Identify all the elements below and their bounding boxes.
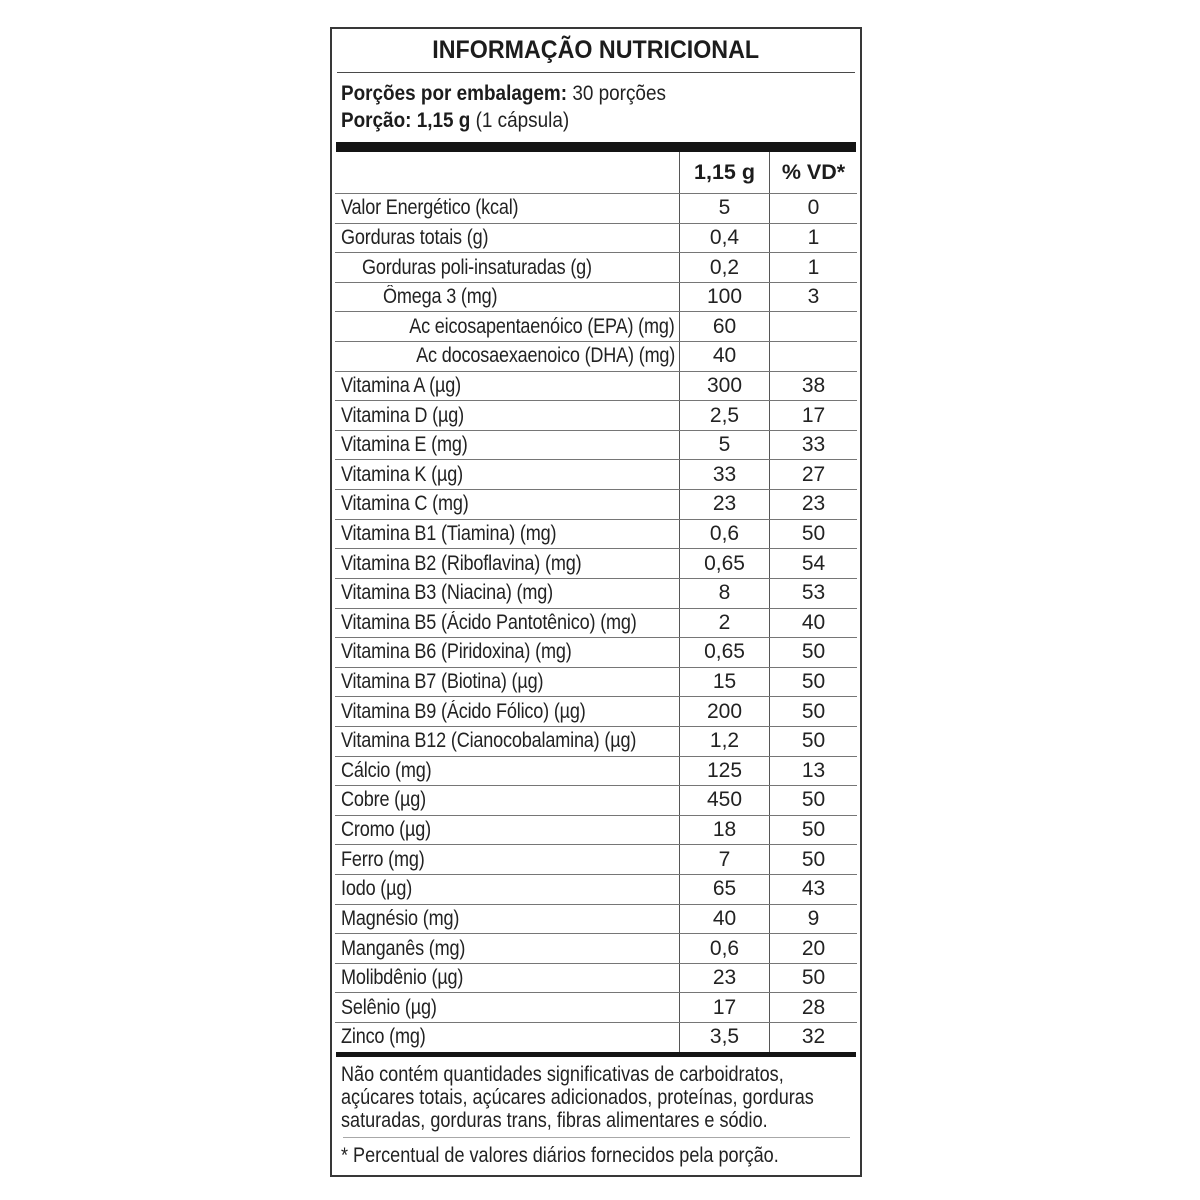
amount-value: 0,65 bbox=[679, 638, 769, 667]
amount-value: 40 bbox=[679, 905, 769, 934]
serving-info bbox=[332, 73, 860, 142]
nutrient-label: Vitamina D (µg) bbox=[341, 403, 464, 427]
amount-value: 300 bbox=[679, 372, 769, 401]
amount-value: 8 bbox=[679, 579, 769, 608]
table-row bbox=[335, 341, 857, 371]
nutrient-label: Selênio (µg) bbox=[341, 995, 437, 1019]
daily-value-percent: 3 bbox=[769, 283, 857, 312]
daily-value-percent: 1 bbox=[769, 253, 857, 282]
daily-value-percent: 0 bbox=[769, 194, 857, 223]
page-title: INFORMAÇÃO NUTRICIONAL bbox=[432, 36, 760, 64]
nutrient-label: Vitamina B6 (Piridoxina) (mg) bbox=[341, 640, 572, 664]
nutrient-label: Valor Energético (kcal) bbox=[341, 196, 519, 220]
table-row bbox=[335, 667, 857, 697]
portion-label: Porção: 1,15 g bbox=[341, 108, 471, 132]
nutrient-label: Cálcio (mg) bbox=[341, 758, 432, 782]
header-blank-cell bbox=[335, 152, 679, 193]
nutrient-label: Vitamina B9 (Ácido Fólico) (µg) bbox=[341, 699, 586, 723]
nutrient-label: Vitamina B12 (Cianocobalamina) (µg) bbox=[341, 729, 637, 753]
daily-value-percent: 50 bbox=[769, 697, 857, 726]
nutrient-label: Zinco (mg) bbox=[341, 1025, 426, 1049]
daily-value-percent: 50 bbox=[769, 727, 857, 756]
amount-value: 40 bbox=[679, 342, 769, 371]
amount-value: 0,6 bbox=[679, 520, 769, 549]
no-significant-amounts-line-1: Não contém quantidades significativas de carboidratos, bbox=[341, 1062, 784, 1086]
table-row bbox=[335, 489, 857, 519]
header-amount-column: 1,15 g bbox=[679, 152, 769, 193]
amount-value: 5 bbox=[679, 431, 769, 460]
amount-value: 100 bbox=[679, 283, 769, 312]
thick-separator-top bbox=[336, 142, 856, 152]
daily-value-percent: 53 bbox=[769, 579, 857, 608]
amount-value: 15 bbox=[679, 668, 769, 697]
amount-value: 60 bbox=[679, 312, 769, 341]
amount-value: 5 bbox=[679, 194, 769, 223]
servings-per-package-value: 30 porções bbox=[567, 81, 666, 105]
nutrient-label: Ac docosaexaenoico (DHA) (mg) bbox=[416, 344, 675, 368]
table-row bbox=[335, 637, 857, 667]
daily-value-percent: 40 bbox=[769, 609, 857, 638]
daily-value-percent: 50 bbox=[769, 638, 857, 667]
servings-per-package-line bbox=[341, 80, 860, 107]
table-row bbox=[335, 726, 857, 756]
title-row bbox=[332, 29, 860, 72]
nutrient-label: Vitamina B5 (Ácido Pantotênico) (mg) bbox=[341, 610, 637, 634]
amount-value: 0,2 bbox=[679, 253, 769, 282]
nutrient-rows bbox=[332, 193, 860, 1052]
nutrient-label: Ac eicosapentaenóico (EPA) (mg) bbox=[409, 314, 675, 338]
daily-value-percent: 54 bbox=[769, 549, 857, 578]
daily-value-percent: 9 bbox=[769, 905, 857, 934]
nutrient-label: Vitamina K (µg) bbox=[341, 462, 463, 486]
table-row bbox=[335, 459, 857, 489]
daily-value-percent: 20 bbox=[769, 934, 857, 963]
nutrient-label: Molibdênio (µg) bbox=[341, 966, 464, 990]
amount-value: 0,65 bbox=[679, 549, 769, 578]
table-row bbox=[335, 400, 857, 430]
table-row bbox=[335, 874, 857, 904]
amount-value: 0,6 bbox=[679, 934, 769, 963]
table-row bbox=[335, 282, 857, 312]
daily-value-percent: 38 bbox=[769, 372, 857, 401]
amount-value: 65 bbox=[679, 875, 769, 904]
daily-value-percent: 50 bbox=[769, 845, 857, 874]
header-dv-column: % VD* bbox=[769, 152, 857, 193]
nutrient-label: Iodo (µg) bbox=[341, 877, 413, 901]
nutrient-label: Cobre (µg) bbox=[341, 788, 426, 812]
nutrient-label: Ferro (mg) bbox=[341, 847, 425, 871]
table-row bbox=[335, 785, 857, 815]
daily-value-percent: 50 bbox=[769, 964, 857, 993]
daily-value-percent: 43 bbox=[769, 875, 857, 904]
table-row bbox=[335, 578, 857, 608]
amount-value: 1,2 bbox=[679, 727, 769, 756]
nutrient-label: Gorduras poli-insaturadas (g) bbox=[362, 255, 592, 279]
table-row bbox=[335, 756, 857, 786]
table-row bbox=[335, 904, 857, 934]
amount-value: 3,5 bbox=[679, 1023, 769, 1052]
amount-value: 200 bbox=[679, 697, 769, 726]
nutrient-label: Magnésio (mg) bbox=[341, 906, 460, 930]
daily-value-percent: 13 bbox=[769, 757, 857, 786]
amount-value: 450 bbox=[679, 786, 769, 815]
table-row bbox=[335, 223, 857, 253]
nutrient-table bbox=[332, 152, 860, 1052]
amount-value: 33 bbox=[679, 460, 769, 489]
nutrient-label: Gorduras totais (g) bbox=[341, 225, 489, 249]
nutrient-label: Vitamina E (mg) bbox=[341, 433, 468, 457]
table-row bbox=[335, 193, 857, 223]
table-row bbox=[335, 844, 857, 874]
no-significant-amounts-line-3: saturadas, gorduras trans, fibras alimentares e sódio. bbox=[341, 1109, 768, 1133]
nutrient-label: Vitamina C (mg) bbox=[341, 492, 469, 516]
no-significant-amounts-line-2: açúcares totais, açúcares adicionados, proteínas, gorduras bbox=[341, 1086, 814, 1110]
table-row bbox=[335, 963, 857, 993]
daily-value-percent bbox=[769, 342, 857, 371]
amount-value: 18 bbox=[679, 816, 769, 845]
table-row bbox=[335, 519, 857, 549]
amount-value: 23 bbox=[679, 964, 769, 993]
table-row bbox=[335, 252, 857, 282]
daily-value-percent: 27 bbox=[769, 460, 857, 489]
nutrient-label: Vitamina A (µg) bbox=[341, 373, 461, 397]
amount-value: 2,5 bbox=[679, 401, 769, 430]
nutrient-label: Vitamina B7 (Biotina) (µg) bbox=[341, 670, 544, 694]
amount-value: 0,4 bbox=[679, 224, 769, 253]
table-row bbox=[335, 696, 857, 726]
nutrient-label: Cromo (µg) bbox=[341, 818, 431, 842]
table-row bbox=[335, 992, 857, 1022]
amount-value: 23 bbox=[679, 490, 769, 519]
nutrient-label: Manganês (mg) bbox=[341, 936, 466, 960]
daily-value-percent: 50 bbox=[769, 520, 857, 549]
amount-value: 17 bbox=[679, 993, 769, 1022]
daily-value-percent: 17 bbox=[769, 401, 857, 430]
daily-value-percent bbox=[769, 312, 857, 341]
nutrition-facts-panel bbox=[330, 27, 862, 1177]
table-row bbox=[335, 371, 857, 401]
daily-value-percent: 28 bbox=[769, 993, 857, 1022]
nutrient-label: Ômega 3 (mg) bbox=[383, 285, 498, 309]
table-row bbox=[335, 815, 857, 845]
portion-line bbox=[341, 107, 860, 134]
table-header-row bbox=[335, 152, 857, 193]
daily-value-note: * Percentual de valores diários fornecidos pela porção. bbox=[341, 1143, 779, 1167]
portion-value: (1 cápsula) bbox=[470, 108, 570, 132]
nutrient-label: Vitamina B2 (Riboflavina) (mg) bbox=[341, 551, 582, 575]
footer-notes bbox=[332, 1057, 860, 1175]
servings-per-package-label: Porções por embalagem: bbox=[341, 81, 568, 105]
daily-value-percent: 1 bbox=[769, 224, 857, 253]
daily-value-percent: 50 bbox=[769, 668, 857, 697]
table-row bbox=[335, 608, 857, 638]
amount-value: 2 bbox=[679, 609, 769, 638]
daily-value-percent: 33 bbox=[769, 431, 857, 460]
daily-value-percent: 32 bbox=[769, 1023, 857, 1052]
nutrient-label: Vitamina B3 (Niacina) (mg) bbox=[341, 581, 553, 605]
table-row bbox=[335, 1022, 857, 1052]
nutrient-label: Vitamina B1 (Tiamina) (mg) bbox=[341, 522, 557, 545]
daily-value-percent: 50 bbox=[769, 786, 857, 815]
daily-value-percent: 50 bbox=[769, 816, 857, 845]
amount-value: 125 bbox=[679, 757, 769, 786]
table-row bbox=[335, 933, 857, 963]
amount-value: 7 bbox=[679, 845, 769, 874]
table-row bbox=[335, 311, 857, 341]
table-row bbox=[335, 548, 857, 578]
table-row bbox=[335, 430, 857, 460]
footer-divider bbox=[343, 1137, 850, 1138]
daily-value-percent: 23 bbox=[769, 490, 857, 519]
